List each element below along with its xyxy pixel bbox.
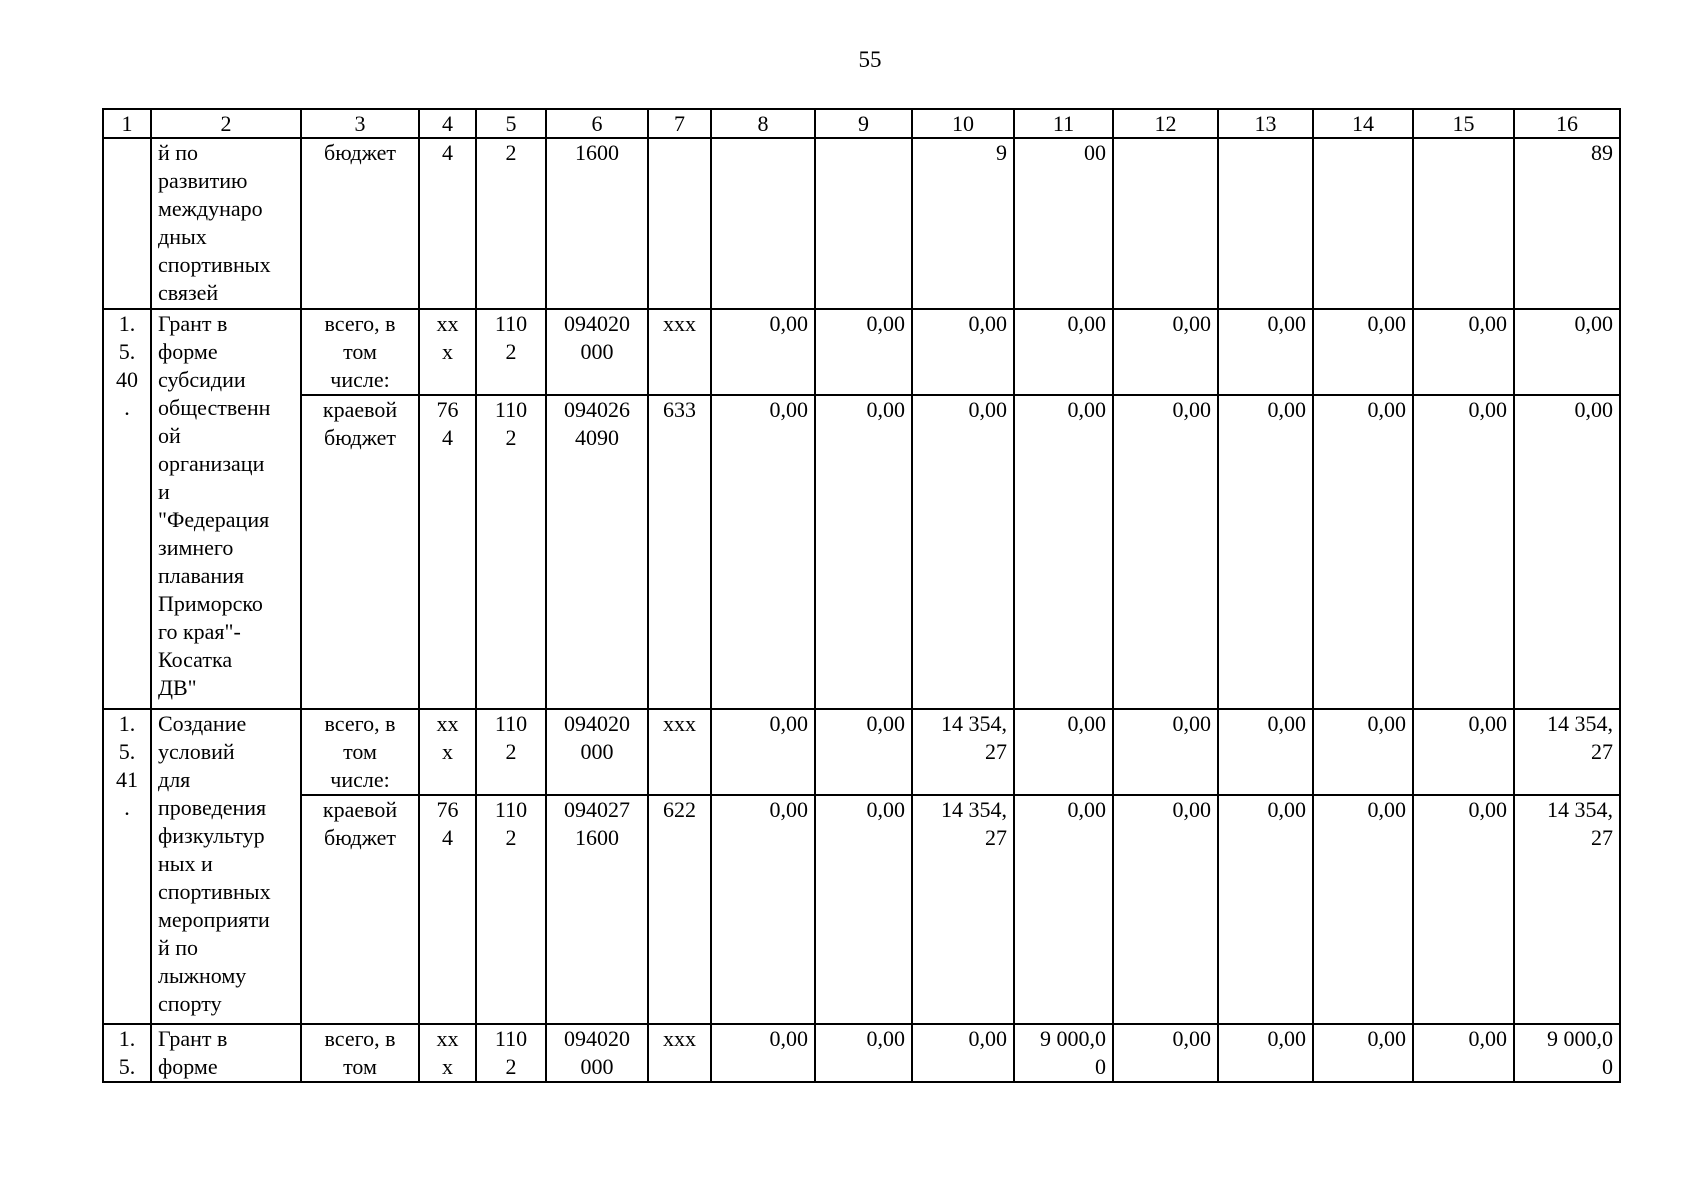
cell-line: 0,00 (1367, 711, 1406, 736)
cell-line: том (343, 739, 377, 764)
cell-line: 1. (118, 311, 136, 336)
cell-line: физкультур (158, 823, 265, 848)
header-cell-2: 2 (151, 109, 301, 138)
cell-line: 76 (436, 397, 459, 422)
table-row (103, 395, 1620, 709)
cell-line: развитию (158, 168, 248, 193)
value-cell-9 (815, 709, 912, 795)
cell-line: всего, в (324, 1026, 396, 1051)
cell-line: дных (158, 224, 207, 249)
section-code-cell (476, 709, 546, 795)
cell-line: 1600 (575, 825, 619, 850)
header-cell-4: 4 (419, 109, 476, 138)
cell-line: 0,00 (1267, 711, 1306, 736)
cell-line: 0,00 (769, 711, 808, 736)
value-cell-15 (1413, 709, 1514, 795)
cell-line: 0,00 (1172, 797, 1211, 822)
value-cell-8 (711, 1024, 815, 1082)
cell-line: 0,00 (1267, 797, 1306, 822)
cell-line: 0,00 (769, 397, 808, 422)
header-cell-5: 5 (476, 109, 546, 138)
cell-line: 0,00 (1468, 797, 1507, 822)
cell-line: 27 (1591, 739, 1613, 764)
cell-line: "Федерация (158, 507, 270, 532)
cell-line: 2 (505, 140, 517, 165)
value-cell-11 (1014, 395, 1113, 709)
cell-line: 14 354, (941, 797, 1007, 822)
value-cell-9 (815, 1024, 912, 1082)
header-cell-15: 15 (1413, 109, 1514, 138)
value-cell-14 (1313, 395, 1413, 709)
value-cell-11 (1014, 1024, 1113, 1082)
table-row (103, 309, 1620, 395)
header-cell-7: 7 (648, 109, 711, 138)
cell-line: 0,00 (866, 397, 905, 422)
cell-line: 0 (1602, 1054, 1613, 1079)
cell-line: х (442, 739, 453, 764)
table-row (103, 1024, 1620, 1082)
expense-type-cell (648, 395, 711, 709)
header-cell-12: 12 (1113, 109, 1218, 138)
value-cell-10 (912, 138, 1014, 309)
cell-line: х (442, 339, 453, 364)
funding-source-cell (301, 709, 419, 795)
cell-line: ДВ" (158, 675, 197, 700)
cell-line: 0,00 (1468, 711, 1507, 736)
expense-type-cell (648, 709, 711, 795)
cell-line: 000 (580, 1054, 614, 1079)
funding-source-cell (301, 1024, 419, 1082)
cell-line: 0,00 (769, 797, 808, 822)
grbs-code-cell (419, 795, 476, 1024)
table-row (103, 709, 1620, 795)
header-cell-6: 6 (546, 109, 648, 138)
cell-line: х (442, 1054, 453, 1079)
value-cell-10 (912, 709, 1014, 795)
value-cell-12 (1113, 309, 1218, 395)
cell-line: для (158, 767, 191, 792)
grbs-code-cell (419, 138, 476, 309)
value-cell-16 (1514, 395, 1620, 709)
cell-line: 0,00 (968, 311, 1007, 336)
cell-line: субсидии (158, 367, 246, 392)
section-code-cell (476, 795, 546, 1024)
target-code-cell (546, 138, 648, 309)
target-code-cell (546, 1024, 648, 1082)
cell-line: 110 (494, 397, 528, 422)
grbs-code-cell (419, 1024, 476, 1082)
value-cell-10 (912, 795, 1014, 1024)
cell-line: 0,00 (1574, 397, 1613, 422)
cell-line: 0,00 (1267, 311, 1306, 336)
value-cell-11 (1014, 138, 1113, 309)
cell-line: 094020 (564, 711, 630, 736)
cell-line: 41 (116, 767, 138, 792)
cell-line: 40 (116, 367, 138, 392)
cell-line: 0,00 (866, 711, 905, 736)
cell-line: 000 (580, 339, 614, 364)
expense-type-cell (648, 138, 711, 309)
header-cell-1: 1 (103, 109, 151, 138)
cell-line: 094026 (564, 397, 630, 422)
funding-source-cell (301, 309, 419, 395)
header-cell-3: 3 (301, 109, 419, 138)
value-cell-14 (1313, 709, 1413, 795)
value-cell-16 (1514, 1024, 1620, 1082)
cell-line: . (124, 795, 130, 820)
cell-line: 5. (118, 1054, 136, 1079)
cell-line: спортивных (158, 879, 271, 904)
item-name-cell (151, 309, 301, 709)
value-cell-16 (1514, 309, 1620, 395)
cell-line: 0,00 (866, 1026, 905, 1051)
cell-line: спорту (158, 991, 222, 1016)
cell-line: 110 (494, 711, 528, 736)
value-cell-13 (1218, 709, 1313, 795)
expense-type-cell (648, 795, 711, 1024)
value-cell-16 (1514, 138, 1620, 309)
cell-line: Приморско (158, 591, 263, 616)
section-code-cell (476, 1024, 546, 1082)
value-cell-9 (815, 138, 912, 309)
value-cell-14 (1313, 138, 1413, 309)
cell-line: форме (158, 1054, 218, 1079)
cell-line: 094020 (564, 311, 630, 336)
cell-line: Косатка (158, 647, 233, 672)
value-cell-12 (1113, 709, 1218, 795)
cell-line: 5. (118, 339, 136, 364)
cell-line: зимнего (158, 535, 234, 560)
cell-line: числе: (330, 367, 390, 392)
cell-line: Создание (158, 711, 247, 736)
value-cell-12 (1113, 1024, 1218, 1082)
item-name-cell (151, 1024, 301, 1082)
value-cell-11 (1014, 709, 1113, 795)
item-number-cell (103, 1024, 151, 1082)
cell-line: 14 354, (941, 711, 1007, 736)
cell-line: 14 354, (1547, 711, 1613, 736)
section-code-cell (476, 309, 546, 395)
value-cell-12 (1113, 795, 1218, 1024)
cell-line: 0,00 (1067, 797, 1106, 822)
cell-line: 0,00 (1267, 1026, 1306, 1051)
item-number-cell (103, 138, 151, 309)
cell-line: том (343, 339, 377, 364)
cell-line: го края"- (158, 619, 241, 644)
cell-line: 2 (505, 739, 517, 764)
cell-line: 0,00 (1067, 711, 1106, 736)
value-cell-15 (1413, 138, 1514, 309)
header-cell-13: 13 (1218, 109, 1313, 138)
cell-line: 4 (442, 425, 453, 450)
cell-line: 0,00 (1367, 397, 1406, 422)
header-cell-9: 9 (815, 109, 912, 138)
value-cell-15 (1413, 795, 1514, 1024)
header-cell-11: 11 (1014, 109, 1113, 138)
cell-line: общественн (158, 395, 271, 420)
cell-line: 4 (442, 140, 453, 165)
header-cell-14: 14 (1313, 109, 1413, 138)
cell-line: числе: (330, 767, 390, 792)
value-cell-13 (1218, 395, 1313, 709)
cell-line: 0,00 (1367, 797, 1406, 822)
cell-line: краевой (322, 397, 398, 422)
cell-line: 0,00 (1468, 397, 1507, 422)
table-row (103, 138, 1620, 309)
cell-line: 0,00 (1067, 311, 1106, 336)
cell-line: 00 (1084, 140, 1106, 165)
funding-source-cell (301, 795, 419, 1024)
value-cell-8 (711, 795, 815, 1024)
value-cell-9 (815, 309, 912, 395)
cell-line: связей (158, 280, 219, 305)
cell-line: хх (436, 1026, 459, 1051)
value-cell-15 (1413, 309, 1514, 395)
value-cell-12 (1113, 395, 1218, 709)
cell-line: ххх (663, 1026, 696, 1051)
cell-line: 9 000,0 (1547, 1026, 1613, 1051)
value-cell-12 (1113, 138, 1218, 309)
cell-line: всего, в (324, 711, 396, 736)
cell-line: 9 000,0 (1040, 1026, 1106, 1051)
grbs-code-cell (419, 395, 476, 709)
value-cell-13 (1218, 309, 1313, 395)
value-cell-8 (711, 395, 815, 709)
cell-line: краевой (322, 797, 398, 822)
cell-line: 4 (442, 825, 453, 850)
cell-line: условий (158, 739, 235, 764)
target-code-cell (546, 795, 648, 1024)
cell-line: междунаро (158, 196, 263, 221)
cell-line: форме (158, 339, 218, 364)
value-cell-8 (711, 709, 815, 795)
cell-line: 0,00 (769, 1026, 808, 1051)
cell-line: спортивных (158, 252, 271, 277)
cell-line: бюджет (324, 140, 396, 165)
cell-line: 0,00 (1267, 397, 1306, 422)
cell-line: 633 (663, 397, 696, 422)
cell-line: всего, в (324, 311, 396, 336)
cell-line: 0,00 (1367, 311, 1406, 336)
cell-line: ой (158, 423, 181, 448)
section-code-cell (476, 395, 546, 709)
value-cell-9 (815, 795, 912, 1024)
page-number: 55 (858, 47, 882, 72)
cell-line: ххх (663, 711, 696, 736)
item-number-cell (103, 309, 151, 709)
value-cell-8 (711, 309, 815, 395)
cell-line: 76 (436, 797, 459, 822)
value-cell-13 (1218, 138, 1313, 309)
cell-line: 1. (118, 711, 136, 736)
funding-source-cell (301, 395, 419, 709)
cell-line: 0,00 (769, 311, 808, 336)
cell-line: 0,00 (866, 797, 905, 822)
section-code-cell (476, 138, 546, 309)
cell-line: 0,00 (1468, 1026, 1507, 1051)
cell-line: ххх (663, 311, 696, 336)
cell-line: бюджет (324, 825, 396, 850)
value-cell-13 (1218, 795, 1313, 1024)
cell-line: 1. (118, 1026, 136, 1051)
cell-line: хх (436, 711, 459, 736)
header-cell-8: 8 (711, 109, 815, 138)
cell-line: 89 (1591, 140, 1613, 165)
cell-line: ных и (158, 851, 213, 876)
value-cell-14 (1313, 795, 1413, 1024)
value-cell-11 (1014, 309, 1113, 395)
cell-line: 110 (494, 797, 528, 822)
cell-line: Грант в (158, 1026, 228, 1051)
cell-line: 0 (1095, 1054, 1106, 1079)
target-code-cell (546, 709, 648, 795)
cell-line: 27 (985, 739, 1007, 764)
cell-line: 1600 (575, 140, 619, 165)
cell-line: хх (436, 311, 459, 336)
cell-line: 110 (494, 311, 528, 336)
cell-line: Грант в (158, 311, 228, 336)
cell-line: 0,00 (968, 1026, 1007, 1051)
value-cell-16 (1514, 795, 1620, 1024)
grbs-code-cell (419, 709, 476, 795)
table-row (103, 795, 1620, 1024)
cell-line: 000 (580, 739, 614, 764)
value-cell-11 (1014, 795, 1113, 1024)
cell-line: 2 (505, 1054, 517, 1079)
cell-line: 5. (118, 739, 136, 764)
cell-line: бюджет (324, 425, 396, 450)
cell-line: том (343, 1054, 377, 1079)
cell-line: организаци (158, 451, 265, 476)
value-cell-10 (912, 309, 1014, 395)
cell-line: 0,00 (866, 311, 905, 336)
cell-line: 0,00 (1468, 311, 1507, 336)
value-cell-10 (912, 1024, 1014, 1082)
cell-line: 2 (505, 825, 517, 850)
cell-line: 110 (494, 1026, 528, 1051)
cell-line: 2 (505, 339, 517, 364)
funding-source-cell (301, 138, 419, 309)
cell-line: 622 (663, 797, 696, 822)
item-number-cell (103, 709, 151, 1024)
cell-line: 0,00 (1367, 1026, 1406, 1051)
expense-type-cell (648, 1024, 711, 1082)
target-code-cell (546, 309, 648, 395)
cell-line: 094027 (564, 797, 630, 822)
cell-line: . (124, 395, 130, 420)
cell-line: 094020 (564, 1026, 630, 1051)
cell-line: лыжному (158, 963, 247, 988)
cell-line: мероприяти (158, 907, 270, 932)
cell-line: проведения (158, 795, 267, 820)
item-name-cell (151, 709, 301, 1024)
grbs-code-cell (419, 309, 476, 395)
cell-line: 0,00 (968, 397, 1007, 422)
header-cell-16: 16 (1514, 109, 1620, 138)
value-cell-13 (1218, 1024, 1313, 1082)
cell-line: 2 (505, 425, 517, 450)
cell-line: й по (158, 140, 199, 165)
cell-line: 27 (985, 825, 1007, 850)
value-cell-16 (1514, 709, 1620, 795)
value-cell-14 (1313, 309, 1413, 395)
cell-line: 0,00 (1172, 711, 1211, 736)
value-cell-15 (1413, 1024, 1514, 1082)
cell-line: и (158, 479, 170, 504)
item-name-cell (151, 138, 301, 309)
cell-line: й по (158, 935, 199, 960)
cell-line: 9 (996, 140, 1007, 165)
header-row (103, 109, 1620, 138)
cell-line: 4090 (575, 425, 619, 450)
value-cell-9 (815, 395, 912, 709)
cell-line: 0,00 (1067, 397, 1106, 422)
cell-line: 0,00 (1172, 311, 1211, 336)
cell-line: 27 (1591, 825, 1613, 850)
cell-line: 0,00 (1172, 1026, 1211, 1051)
cell-line: плавания (158, 563, 245, 588)
cell-line: 14 354, (1547, 797, 1613, 822)
target-code-cell (546, 395, 648, 709)
value-cell-15 (1413, 395, 1514, 709)
value-cell-14 (1313, 1024, 1413, 1082)
value-cell-10 (912, 395, 1014, 709)
cell-line: 0,00 (1574, 311, 1613, 336)
data-table (102, 108, 1621, 1083)
expense-type-cell (648, 309, 711, 395)
header-cell-10: 10 (912, 109, 1014, 138)
value-cell-8 (711, 138, 815, 309)
cell-line: 0,00 (1172, 397, 1211, 422)
